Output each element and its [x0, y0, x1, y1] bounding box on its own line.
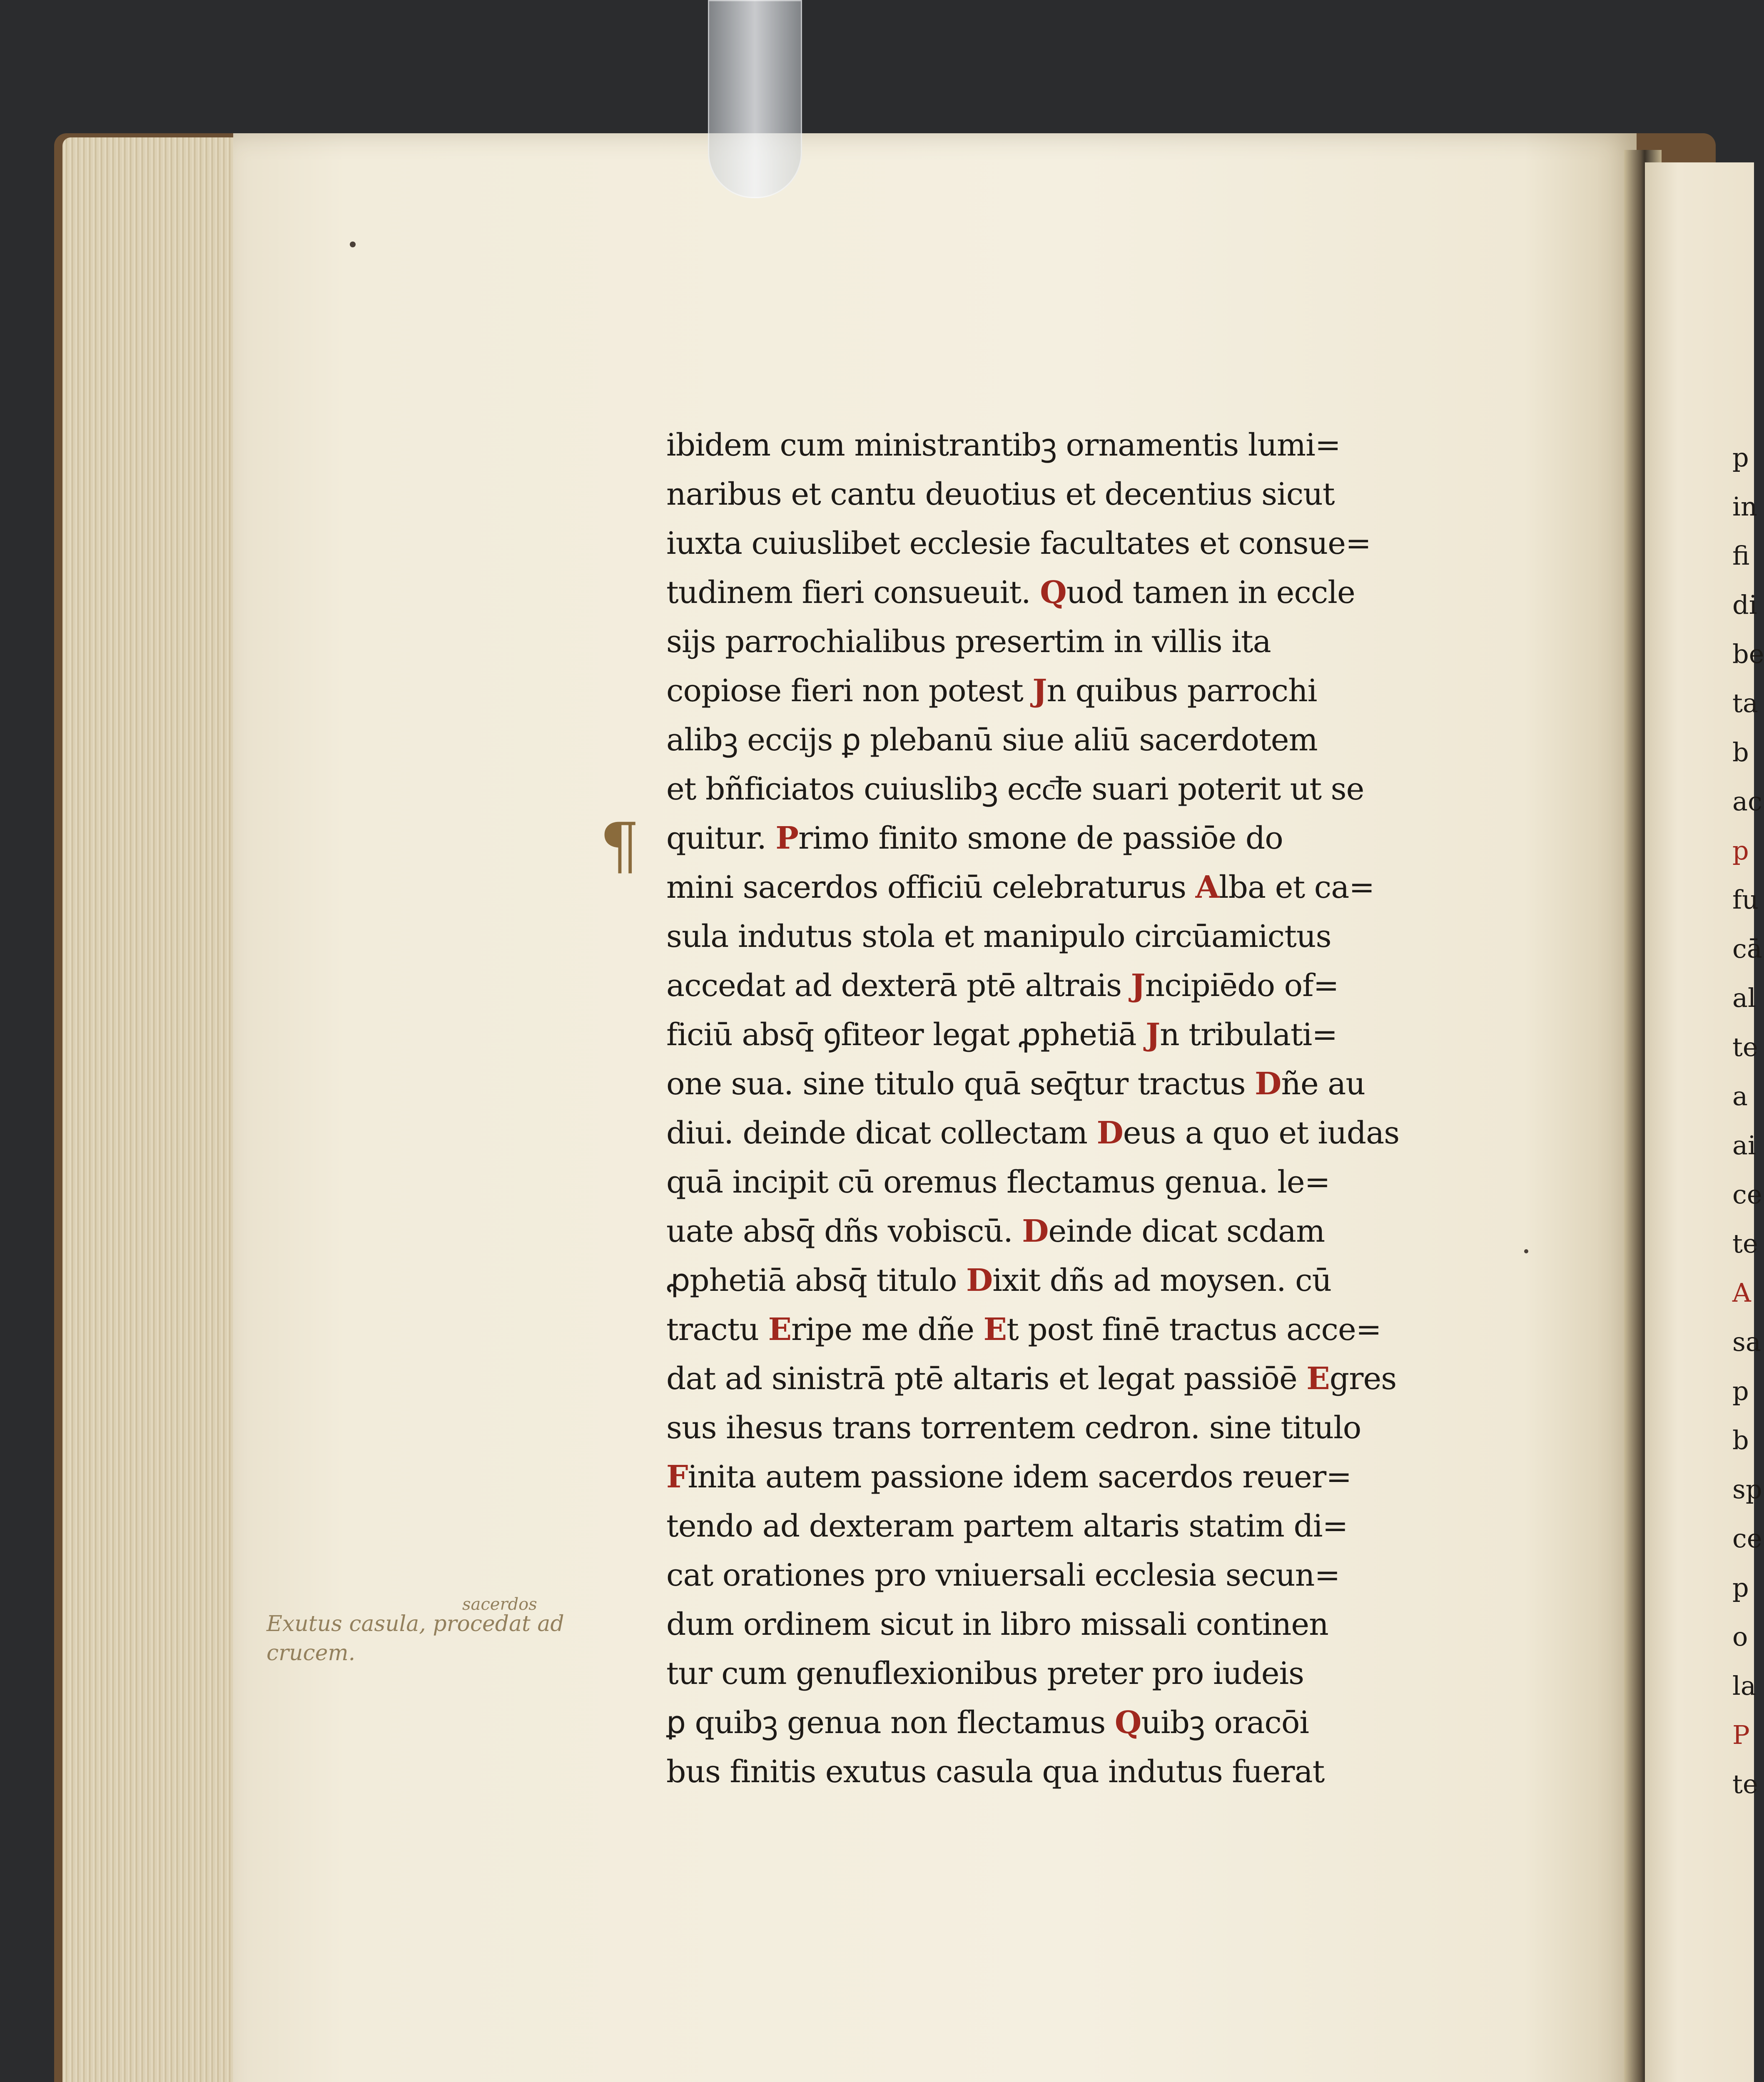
text-segment: ripe me dñe	[791, 1312, 984, 1347]
text-line	[666, 1256, 1499, 1305]
right-page-line-start: p	[1732, 835, 1749, 866]
rubricated-initial: D	[1096, 1115, 1123, 1151]
text-segment: one sua. sine titulo quā seq̄tur tractus	[666, 1066, 1255, 1102]
right-page-line-start: P	[1732, 1720, 1750, 1750]
right-page-line-start: te	[1732, 1032, 1758, 1062]
right-page-line-start: te	[1732, 1228, 1758, 1259]
text-segment: ꝑ quibꝫ genua non flectamus	[666, 1705, 1115, 1741]
right-page-line-start: sp	[1732, 1474, 1762, 1504]
right-page-line-start: te	[1732, 1769, 1758, 1799]
right-page-line-start: p	[1732, 1376, 1749, 1406]
text-segment: uod tamen in eccle	[1066, 575, 1355, 610]
text-line	[666, 1551, 1499, 1600]
rubricated-initial: E	[1306, 1361, 1330, 1397]
text-segment: sijs parrochialibus presertim in villis ita	[666, 624, 1271, 660]
text-segment: ꝓphetiā absq̄ titulo	[666, 1263, 967, 1298]
right-page-line-start: o	[1732, 1621, 1748, 1652]
text-line	[666, 863, 1499, 912]
rubricated-initial: F	[666, 1459, 688, 1495]
text-line	[666, 1108, 1499, 1158]
right-page-line-start: ai	[1732, 1130, 1756, 1161]
rubricated-initial: P	[775, 820, 799, 856]
annotation-line: crucem.	[267, 1641, 356, 1666]
right-page-line-start: cā	[1732, 934, 1762, 964]
text-segment: eus a quo et iudas	[1123, 1115, 1400, 1151]
right-page-line-start: a	[1732, 1081, 1748, 1111]
rubricated-initial: D	[1255, 1066, 1281, 1102]
text-segment: sus ihesus trans torrentem cedron. sine titulo	[666, 1410, 1361, 1446]
text-segment: naribus et cantu deuotius et decentius sicut	[666, 476, 1335, 512]
right-page-line-start: p	[1732, 442, 1749, 473]
text-line	[666, 1502, 1499, 1551]
marginal-annotation	[267, 1595, 641, 1666]
text-line	[666, 1403, 1499, 1452]
right-page-line-start: b	[1732, 737, 1749, 767]
text-segment: ixit dñs ad moysen. cū	[992, 1263, 1332, 1298]
text-segment: cat orationes pro vniuersali ecclesia secun=	[666, 1557, 1340, 1593]
text-line	[666, 1649, 1499, 1698]
text-segment: quitur.	[666, 820, 776, 856]
text-segment: n quibus parrochi	[1046, 673, 1317, 709]
right-page-line-start: fi	[1732, 540, 1750, 571]
text-line	[666, 470, 1499, 519]
rubricated-initial: J	[1131, 968, 1145, 1004]
text-segment: sula indutus stola et manipulo circūamictus	[666, 919, 1331, 954]
right-page-line-start: la	[1732, 1671, 1756, 1701]
right-page-line-start: ta	[1732, 688, 1758, 718]
rubricated-initial: Q	[1114, 1705, 1141, 1741]
main-text-column	[666, 421, 1499, 1796]
text-line	[666, 1354, 1499, 1403]
text-segment: inita autem passione idem sacerdos reuer=	[688, 1459, 1352, 1495]
rubricated-initial: Q	[1040, 575, 1066, 610]
text-line	[666, 961, 1499, 1010]
annotation-line: Exutus casula, procedat ad	[267, 1611, 564, 1636]
right-page-line-start: ce	[1732, 1523, 1762, 1554]
right-page-line-start: fu	[1732, 884, 1759, 915]
text-line	[666, 1747, 1499, 1796]
text-segment: ñe au	[1281, 1066, 1365, 1102]
text-line	[666, 568, 1499, 617]
text-segment: t post finē tractus acce=	[1006, 1312, 1381, 1347]
text-line	[666, 1010, 1499, 1059]
text-segment: tur cum genuflexionibus preter pro iudeis	[666, 1656, 1304, 1691]
text-segment: diui. deinde dicat collectam	[666, 1115, 1097, 1151]
ink-spot	[1524, 1249, 1528, 1253]
right-page-line-start: in	[1732, 491, 1757, 522]
right-page-line-start: al	[1732, 983, 1756, 1013]
page-clip-top	[708, 0, 802, 198]
page-fore-edge	[62, 137, 258, 2082]
ink-spot	[350, 242, 356, 247]
rubricated-initial: D	[966, 1263, 993, 1298]
text-line	[666, 715, 1499, 765]
text-line	[666, 1452, 1499, 1502]
text-segment: gres	[1329, 1361, 1397, 1397]
text-line	[666, 1158, 1499, 1207]
rubricated-initial: J	[1032, 673, 1047, 709]
rubricated-initial: E	[983, 1312, 1007, 1347]
text-line	[666, 1600, 1499, 1649]
text-line	[666, 1059, 1499, 1108]
text-segment: ncipiēdo of=	[1145, 968, 1339, 1004]
right-page-text-fragment	[1732, 433, 1764, 1809]
right-page-line-start: sa	[1732, 1327, 1761, 1357]
text-line	[666, 617, 1499, 666]
text-line	[666, 1698, 1499, 1747]
right-page-line-start: p	[1732, 1572, 1749, 1603]
right-page-line-start: b	[1732, 1425, 1749, 1455]
rubricated-initial: A	[1195, 869, 1219, 905]
text-segment: lba et ca=	[1219, 869, 1375, 905]
text-segment: iuxta cuiuslibet ecclesie facultates et consue=	[666, 525, 1371, 561]
text-segment: ficiū absq̄ ꝯfiteor legat ꝓphetiā	[666, 1017, 1146, 1053]
marginal-pilcrow: ¶	[600, 810, 640, 882]
text-segment: uate absq̄ dñs vobiscū.	[666, 1213, 1022, 1249]
text-segment: dat ad sinistrā ptē altaris et legat passiōē	[666, 1361, 1307, 1397]
text-segment: quā incipit cū oremus flectamus genua. le=	[666, 1164, 1330, 1200]
text-segment: einde dicat scdam	[1048, 1213, 1325, 1249]
text-segment: tractu	[666, 1312, 768, 1347]
text-segment: et bñficiatos cuiuslibꝫ ecc͞le suari poterit ut se	[666, 771, 1364, 807]
text-segment: mini sacerdos officiū celebraturus	[666, 869, 1196, 905]
text-segment: bus finitis exutus casula qua indutus fuerat	[666, 1754, 1325, 1790]
right-page-line-start: A	[1732, 1278, 1751, 1308]
rubricated-initial: E	[768, 1312, 791, 1347]
text-segment: rimo finito smone de passiōe do	[798, 820, 1283, 856]
text-segment: ibidem cum ministrantibꝫ ornamentis lumi=	[666, 427, 1340, 463]
text-segment: n tribulati=	[1160, 1017, 1338, 1053]
text-segment: uibꝫ oracōi	[1141, 1705, 1309, 1741]
text-line	[666, 765, 1499, 814]
text-segment: dum ordinem sicut in libro missali continen	[666, 1606, 1328, 1642]
text-line	[666, 519, 1499, 568]
right-page-line-start: be	[1732, 639, 1764, 669]
text-segment: alibꝫ eccijs ꝑ plebanū siue aliū sacerdotem	[666, 722, 1318, 758]
text-line	[666, 912, 1499, 961]
text-line	[666, 1207, 1499, 1256]
rubricated-initial: D	[1022, 1213, 1049, 1249]
text-line	[666, 421, 1499, 470]
text-line	[666, 1305, 1499, 1354]
text-line	[666, 814, 1499, 863]
text-segment: tudinem fieri consueuit.	[666, 575, 1040, 610]
text-segment: tendo ad dexteram partem altaris statim di=	[666, 1508, 1348, 1544]
text-segment: copiose fieri non potest	[666, 673, 1033, 709]
text-segment: accedat ad dexterā ptē altrais	[666, 968, 1131, 1004]
right-page-line-start: di	[1732, 590, 1757, 620]
annotation-superscript: sacerdos	[462, 1595, 537, 1614]
right-page-line-start: ac	[1732, 786, 1762, 817]
rubricated-initial: J	[1146, 1017, 1160, 1053]
right-page-line-start: ce	[1732, 1179, 1762, 1210]
text-line	[666, 666, 1499, 715]
